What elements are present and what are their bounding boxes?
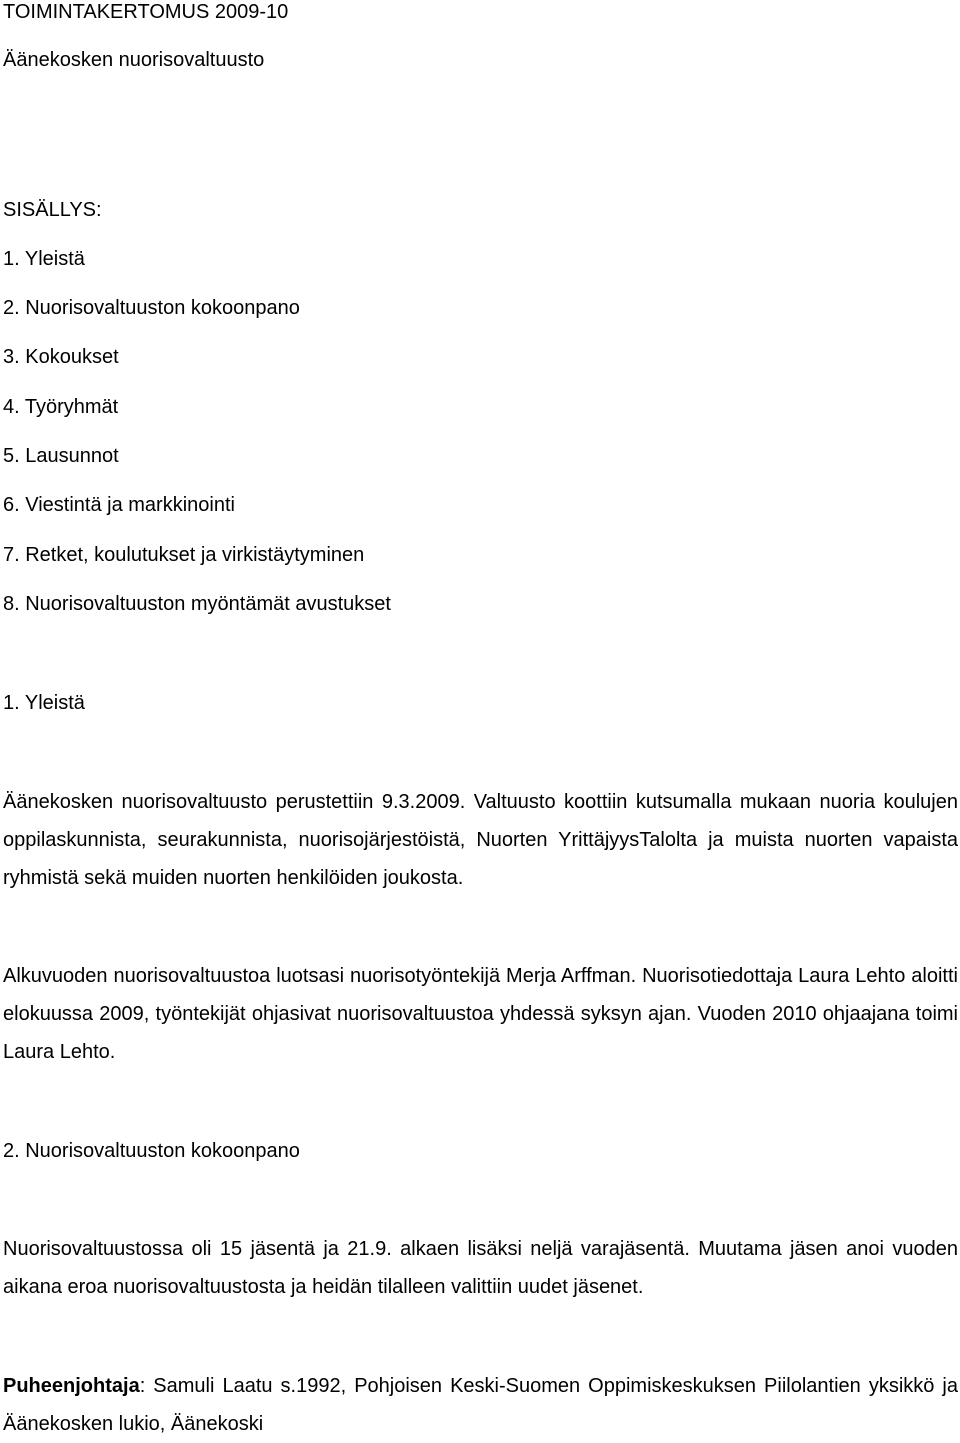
toc-item-3: 3. Kokoukset: [3, 346, 119, 368]
section-1-paragraph-2: Alkuvuoden nuorisovaltuustoa luotsasi nuorisotyöntekijä Merja Arffman. Nuorisotiedottaja Laura Lehto aloitti elokuussa 2009, työntekijät ohjasivat nuorisovaltuustoa yhdessä syksyn ajan. Vuoden 2010 ohjaajana toimi Laura Lehto.: [3, 965, 958, 1063]
chair-text: : Samuli Laatu s.1992, Pohjoisen Keski-Suomen Oppimiskeskuksen Piilolantien yksikkö ja Äänekosken lukio, Äänekoski: [3, 1375, 958, 1435]
toc-item-8: 8. Nuorisovaltuuston myöntämät avustukset: [3, 593, 391, 615]
toc-heading: SISÄLLYS:: [3, 199, 102, 221]
toc-item-5: 5. Lausunnot: [3, 445, 119, 467]
organization-name: Äänekosken nuorisovaltuusto: [3, 49, 265, 71]
toc-item-1: 1. Yleistä: [3, 248, 85, 270]
toc-item-6: 6. Viestintä ja markkinointi: [3, 494, 235, 516]
chair-paragraph: [3, 1367, 958, 1443]
section-2-paragraph-1: Nuorisovaltuustossa oli 15 jäsentä ja 21.9. alkaen lisäksi neljä varajäsentä. Muutama jäsen anoi vuoden aikana eroa nuorisovaltuustosta ja heidän tilalleen valittiin uudet jäsenet.: [3, 1238, 958, 1298]
section-1-paragraph-1: Äänekosken nuorisovaltuusto perustettiin 9.3.2009. Valtuusto koottiin kutsumalla mukaan nuoria koulujen oppilaskunnista, seurakunnista, nuorisojärjestöistä, Nuorten YrittäjyysTalolta ja muista nuorten vapaista ryhmistä sekä muiden nuorten henkilöiden joukosta.: [3, 791, 958, 889]
document-title: TOIMINTAKERTOMUS 2009-10: [3, 1, 289, 23]
chair-label: Puheenjohtaja: [3, 1375, 140, 1397]
section-2-heading: 2. Nuorisovaltuuston kokoonpano: [3, 1140, 300, 1162]
toc-item-7: 7. Retket, koulutukset ja virkistäytyminen: [3, 544, 365, 566]
toc-item-4: 4. Työryhmät: [3, 396, 119, 418]
toc-item-2: 2. Nuorisovaltuuston kokoonpano: [3, 297, 300, 319]
section-1-heading: 1. Yleistä: [3, 692, 85, 714]
